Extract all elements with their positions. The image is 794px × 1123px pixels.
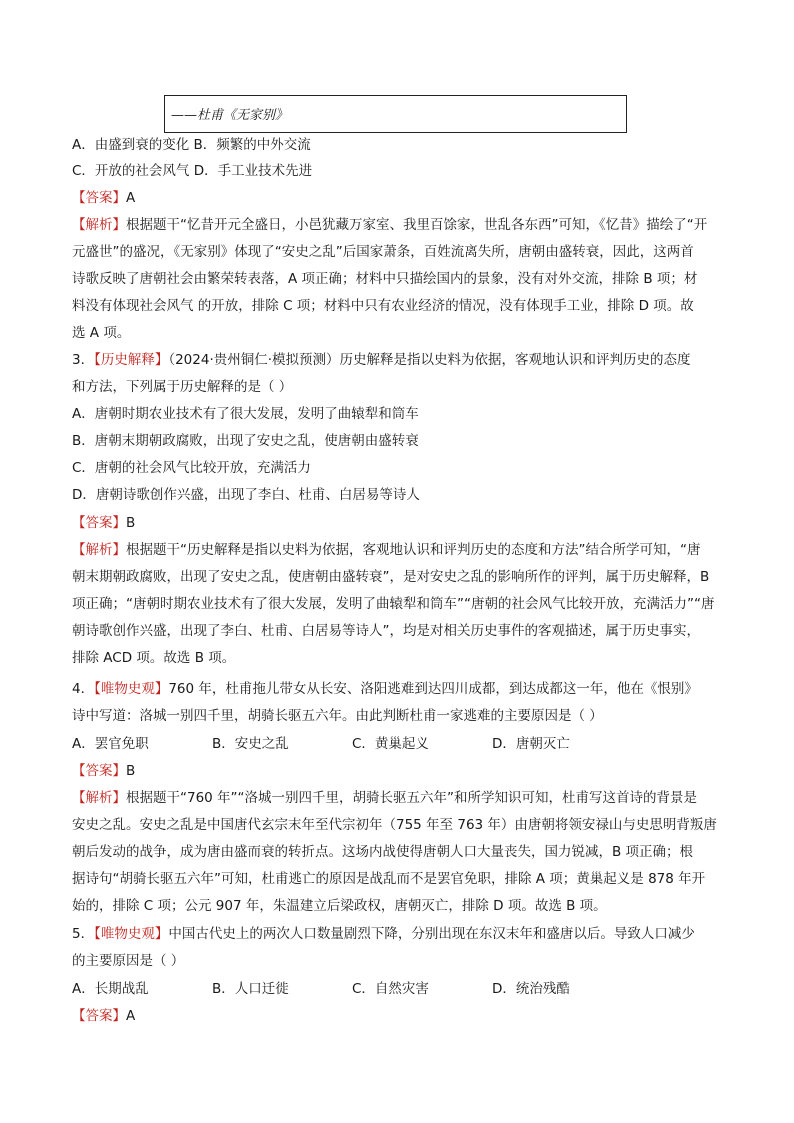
answer-value: B: [126, 763, 136, 779]
q5-option-a: A．长期战乱: [72, 981, 149, 997]
q3-analysis-line: 朝诗歌创作兴盛，出现了李白、杜甫、白居易等诗人”，均是对相关历史事件的客观描述，属于历史事实，: [72, 623, 700, 639]
q5-type-tag: 【唯物史观】: [94, 926, 169, 942]
q4-analysis-line: 【解析】根据题干“760 年”“洛城一别四千里，胡骑长驱五六年”和所学知识可知，杜甫写这首诗的背景是: [72, 790, 698, 806]
poem-quote-box: [164, 95, 627, 133]
answer-value: A: [126, 190, 136, 206]
answer-value: A: [126, 1008, 136, 1024]
q5-stem: 5．【唯物史观】中国古代史上的两次人口数量剧烈下降，分别出现在东汉末年和盛唐以后。导致人口减少: [72, 926, 695, 942]
q2-options-row-2: C．开放的社会风气 D．手工业技术先进: [72, 163, 313, 179]
answer-tag: 【答案】: [72, 1008, 126, 1024]
q2-analysis-line: 【解析】根据题干“忆昔开元全盛日，小邑犹藏万家室、我里百馀家，世乱各东西”可知，《忆昔》描绘了“开: [72, 217, 708, 233]
poem-attribution: ——杜甫《无家别》: [171, 108, 289, 123]
q5-number: 5．: [72, 926, 95, 942]
q3-type-tag: 【历史解释】: [94, 352, 169, 368]
q4-option-c: C．黄巢起义: [352, 736, 429, 752]
answer-tag: 【答案】: [72, 763, 126, 779]
q2-options-row-1: A．由盛到衰的变化 B．频繁的中外交流: [72, 137, 311, 153]
q4-option-d: D．唐朝灭亡: [492, 736, 570, 752]
q3-number: 3．: [72, 352, 95, 368]
q4-analysis-line: 始的，排除 C 项；公元 907 年，朱温建立后梁政权，唐朝灭亡，排除 D 项。故选 B 项。: [72, 898, 607, 914]
q5-option-c: C．自然灾害: [352, 981, 429, 997]
q3-stem: 3．【历史解释】（2024·贵州铜仁·模拟预测）历史解释是指以史料为依据，客观地认识和评判历史的态度: [72, 352, 691, 368]
q3-option-c: C．唐朝的社会风气比较开放，充满活力: [72, 460, 311, 476]
q4-type-tag: 【唯物史观】: [94, 681, 169, 697]
q3-option-d: D．唐朝诗歌创作兴盛，出现了李白、杜甫、白居易等诗人: [72, 487, 420, 503]
answer-value: B: [126, 515, 136, 531]
q4-answer: [72, 762, 135, 780]
q3-option-b: B．唐朝末期朝政腐败，出现了安史之乱，使唐朝由盛转衰: [72, 433, 419, 449]
q4-number: 4．: [72, 681, 95, 697]
q4-option-b: B．安史之乱: [212, 736, 289, 752]
q4-stem-cont: 诗中写道：洛城一别四千里，胡骑长驱五六年。由此判断杜甫一家逃难的主要原因是（ ）: [72, 708, 603, 724]
q2-analysis-line: 元盛世”的盛况，《无家别》体现了“安史之乱”后国家萧条，百姓流离失所，唐朝由盛转衰，因此，这两首: [72, 244, 694, 260]
analysis-tag: 【解析】: [72, 542, 126, 558]
q4-analysis-line: 朝后发动的战争，成为唐由盛而衰的转折点。这场内战使得唐朝人口大量丧失，国力锐减，B 项正确；根: [72, 844, 694, 860]
q4-options-row: [72, 735, 570, 753]
q2-analysis-line: 诗歌反映了唐朝社会由繁荣转表落，A 项正确；材料中只描绘国内的景象，没有对外交流，排除 B 项；材: [72, 271, 698, 287]
answer-tag: 【答案】: [72, 515, 126, 531]
q3-option-a: A．唐朝时期农业技术有了很大发展，发明了曲辕犁和筒车: [72, 406, 419, 422]
q4-analysis-line: 安史之乱。安史之乱是中国唐代玄宗末年至代宗初年（755 年至 763 年）由唐朝将领安禄山与史思明背叛唐: [72, 817, 717, 833]
q2-analysis-line: 选 A 项。: [72, 325, 131, 341]
q5-option-d: D．统治残酷: [492, 981, 570, 997]
q4-stem: 4．【唯物史观】760 年，杜甫拖儿带女从长安、洛阳逃难到达四川成都，到达成都这一年，他在《恨别》: [72, 681, 698, 697]
q2-answer: [72, 189, 135, 207]
analysis-tag: 【解析】: [72, 217, 126, 233]
q3-answer: [72, 514, 135, 532]
answer-tag: 【答案】: [72, 190, 126, 206]
q3-analysis-line: 排除 ACD 项。故选 B 项。: [72, 650, 236, 666]
q3-analysis-line: 项正确；“唐朝时期农业技术有了很大发展，发明了曲辕犁和筒车”“唐朝的社会风气比较开放，充满活力”“唐: [72, 596, 715, 612]
analysis-tag: 【解析】: [72, 790, 126, 806]
q4-analysis-line: 据诗句“胡骑长驱五六年”可知，杜甫逃亡的原因是战乱而不是罢官免职，排除 A 项；黄巢起义是 878 年开: [72, 871, 706, 887]
q5-answer: [72, 1007, 135, 1025]
q2-analysis-line: 料没有体现社会风气 的开放，排除 C 项；材料中只有农业经济的情况，没有体现手工业，排除 D 项。故: [72, 298, 694, 314]
q4-option-a: A．罢官免职: [72, 736, 149, 752]
q5-stem-cont: 的主要原因是（ ）: [72, 953, 185, 969]
q3-analysis-line: 【解析】根据题干“历史解释是指以史料为依据，客观地认识和评判历史的态度和方法”结合所学可知，“唐: [72, 542, 701, 558]
q3-stem-cont: 和方法，下列属于历史解释的是（ ）: [72, 379, 293, 395]
q3-analysis-line: 朝末期朝政腐败，出现了安史之乱，使唐朝由盛转衰”，是对安史之乱的影响所作的评判，属于历史解释，B: [72, 569, 710, 585]
q5-options-row: [72, 980, 570, 998]
q5-option-b: B．人口迁徙: [212, 981, 289, 997]
